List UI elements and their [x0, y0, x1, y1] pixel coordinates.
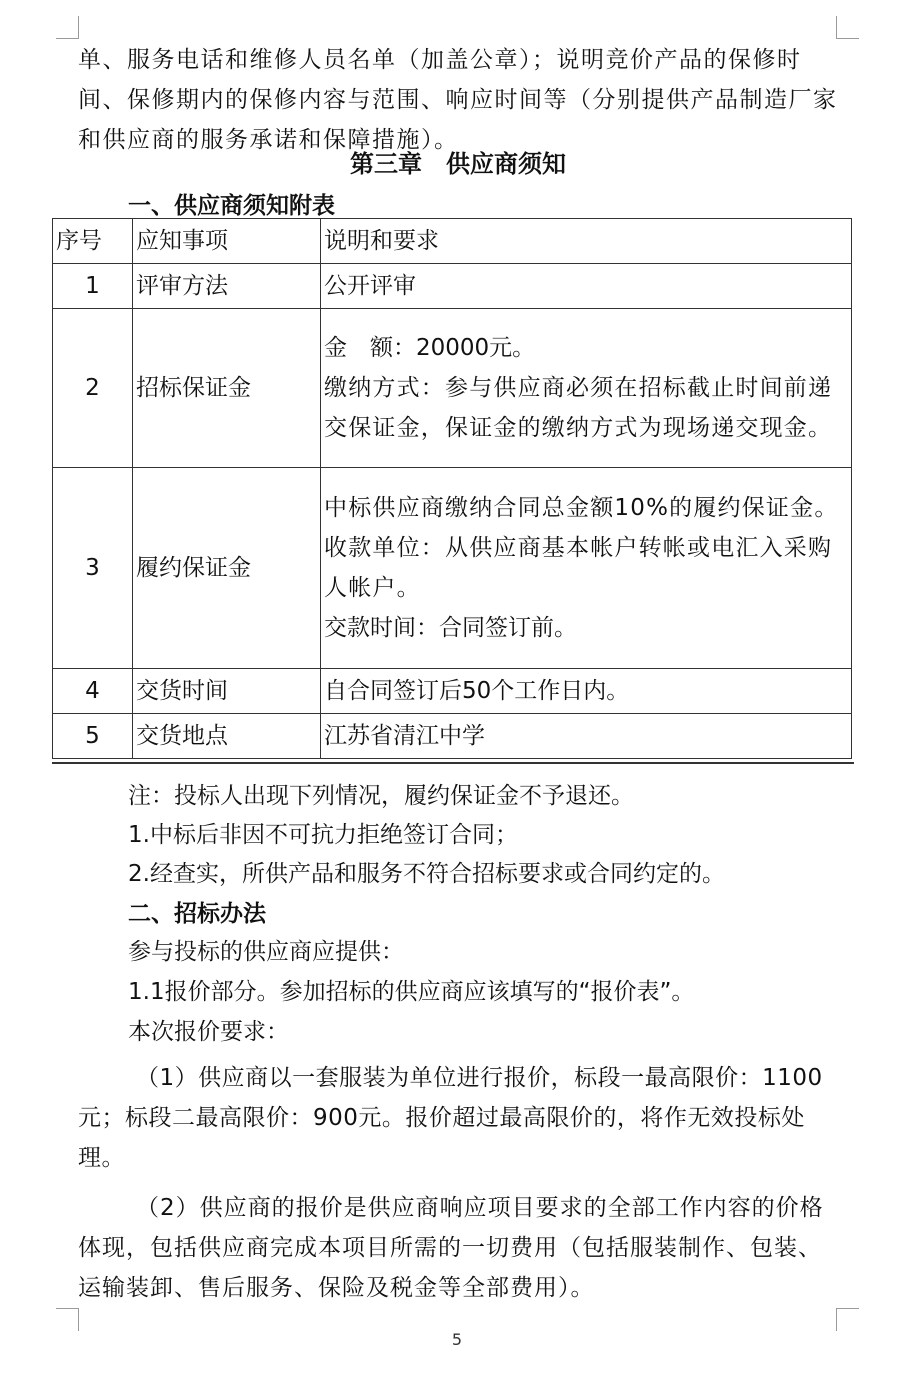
row-desc-line: 公开评审	[324, 273, 416, 299]
row-item: 招标保证金	[133, 309, 321, 468]
table-row	[53, 714, 852, 759]
section1-heading: 一、供应商须知附表	[128, 193, 335, 219]
note-line: 注：投标人出现下列情况，履约保证金不予退还。	[128, 783, 634, 809]
section2-line: 1.1报价部分。参加招标的供应商应该填写的“报价表”。	[128, 979, 695, 1005]
row-item: 评审方法	[133, 264, 321, 309]
page-number: 5	[451, 1330, 463, 1349]
crop-mark-top-right	[836, 16, 859, 39]
row-desc	[321, 468, 852, 669]
row-desc-line: 自合同签订后50个工作日内。	[324, 678, 630, 704]
section2-line: 参与投标的供应商应提供：	[128, 939, 404, 965]
crop-mark-bottom-left	[56, 1308, 79, 1331]
row-no: 4	[53, 669, 133, 714]
row-desc	[321, 669, 852, 714]
table-notes	[128, 776, 725, 893]
row-desc	[321, 714, 852, 759]
crop-mark-top-left	[56, 16, 79, 39]
pricing-item-1: （1）供应商以一套服装为单位进行报价，标段一最高限价：1100元；标段二最高限价：900元。报价超过最高限价的，将作无效投标处理。	[78, 1065, 823, 1171]
note-line: 1.中标后非因不可抗力拒绝签订合同；	[128, 822, 518, 848]
header-desc: 说明和要求	[321, 219, 852, 264]
row-desc-line: 缴纳方式：参与供应商必须在招标截止时间前递交保证金，保证金的缴纳方式为现场递交现金。	[324, 375, 833, 441]
intro-paragraph: 单、服务电话和维修人员名单（加盖公章）；说明竞价产品的保修时间、保修期内的保修内容与范围、响应时间等（分别提供产品制造厂家和供应商的服务承诺和保障措施）。	[78, 47, 838, 153]
section2-line: 本次报价要求：	[128, 1019, 289, 1045]
row-desc	[321, 309, 852, 468]
table-row	[53, 669, 852, 714]
table-row	[53, 309, 852, 468]
section2-heading: 二、招标办法	[128, 901, 266, 927]
row-desc-line: 江苏省清江中学	[324, 723, 485, 749]
row-no: 1	[53, 264, 133, 309]
row-desc	[321, 264, 852, 309]
supplier-notice-table	[52, 218, 852, 759]
crop-mark-bottom-right	[836, 1308, 859, 1331]
row-item: 交货时间	[133, 669, 321, 714]
row-desc-line: 金 额：20000元。	[324, 335, 536, 361]
chapter-title: 第三章 供应商须知	[350, 150, 566, 178]
header-item: 应知事项	[133, 219, 321, 264]
header-no: 序号	[53, 219, 133, 264]
table-bottom-rule	[52, 762, 854, 764]
table-header-row	[53, 219, 852, 264]
row-desc-line: 收款单位：从供应商基本帐户转帐或电汇入采购人帐户。	[324, 535, 833, 601]
row-item: 履约保证金	[133, 468, 321, 669]
row-desc-line: 交款时间：合同签订前。	[324, 615, 577, 641]
row-item: 交货地点	[133, 714, 321, 759]
row-no: 3	[53, 468, 133, 669]
section2-lines	[128, 932, 694, 1052]
note-line: 2.经查实，所供产品和服务不符合招标要求或合同约定的。	[128, 861, 725, 887]
row-desc-line: 中标供应商缴纳合同总金额10%的履约保证金。	[324, 495, 839, 521]
table-row	[53, 468, 852, 669]
row-no: 2	[53, 309, 133, 468]
pricing-item-2: （2）供应商的报价是供应商响应项目要求的全部工作内容的价格体现，包括供应商完成本项目所需的一切费用（包括服装制作、包装、运输装卸、售后服务、保险及税金等全部费用）。	[78, 1195, 824, 1301]
row-no: 5	[53, 714, 133, 759]
table-row	[53, 264, 852, 309]
